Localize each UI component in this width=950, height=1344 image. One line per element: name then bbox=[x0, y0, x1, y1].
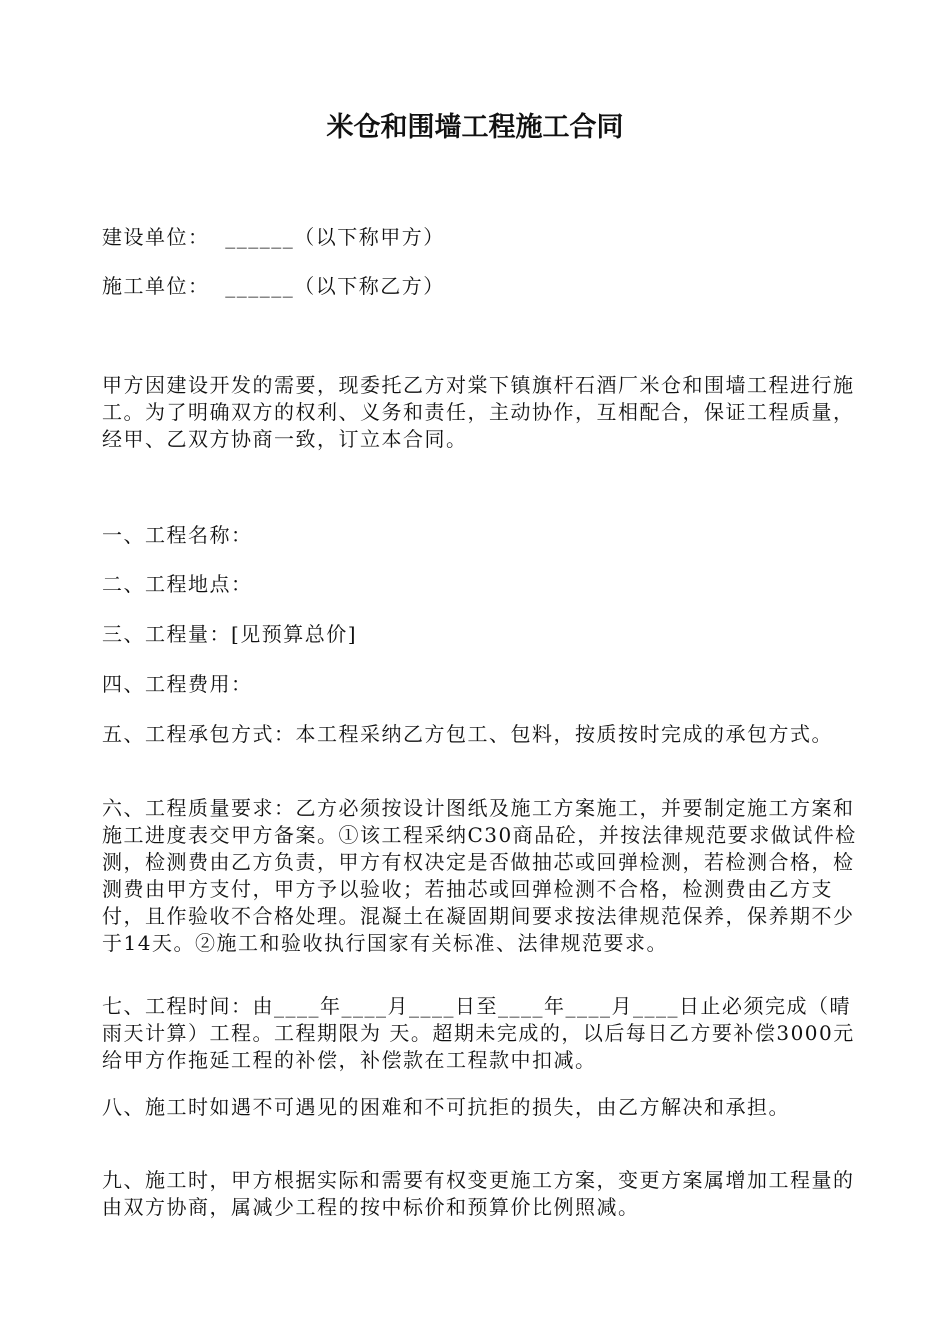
clause-5: 五、工程承包方式：本工程采纳乙方包工、包料，按质按时完成的承包方式。 bbox=[102, 722, 833, 746]
party-a-line: 建设单位： ______（以下称甲方） bbox=[102, 225, 445, 249]
clause-3: 三、工程量：[见预算总价] bbox=[102, 622, 358, 646]
document-title: 米仓和围墙工程施工合同 bbox=[326, 112, 624, 143]
clause-9: 九、施工时，甲方根据实际和需要有权变更施工方案，变更方案属增加工程量的由双方协商，属减少工程的按中标价和预算价比例照减。 bbox=[102, 1168, 855, 1219]
clause-8: 八、施工时如遇不可遇见的困难和不可抗拒的损失，由乙方解决和承担。 bbox=[102, 1095, 790, 1119]
clause-4: 四、工程费用： bbox=[102, 672, 253, 696]
clause-2: 二、工程地点： bbox=[102, 572, 253, 596]
clause-1: 一、工程名称： bbox=[102, 523, 253, 547]
party-b-line: 施工单位： ______（以下称乙方） bbox=[102, 274, 445, 298]
clause-7: 七、工程时间：由____年____月____日至____年____月____日止必须完成（晴雨天计算）工程。工程期限为 天。超期未完成的，以后每日乙方要补偿3000元给甲方作拖延工程的补偿，补偿款在工程款中扣减。 bbox=[102, 994, 855, 1072]
clause-6: 六、工程质量要求：乙方必须按设计图纸及施工方案施工，并要制定施工方案和施工进度表交甲方备案。①该工程采纳C30商品砼，并按法律规范要求做试件检测，检测费由乙方负责，甲方有权决定是否做抽芯或回弹检测，若检测合格，检测费由甲方支付，甲方予以验收；若抽芯或回弹检测不合格，检测费由乙方支付，且作验收不合格处理。混凝土在凝固期间要求按法律规范保养，保养期不少于14天。②施工和验收执行国家有关标准、法律规范要求。 bbox=[102, 796, 857, 955]
intro-paragraph: 甲方因建设开发的需要，现委托乙方对棠下镇旗杆石酒厂米仓和围墙工程进行施工。为了明确双方的权利、义务和责任，主动协作，互相配合，保证工程质量，经甲、乙双方协商一致，订立本合同。 bbox=[102, 373, 855, 451]
